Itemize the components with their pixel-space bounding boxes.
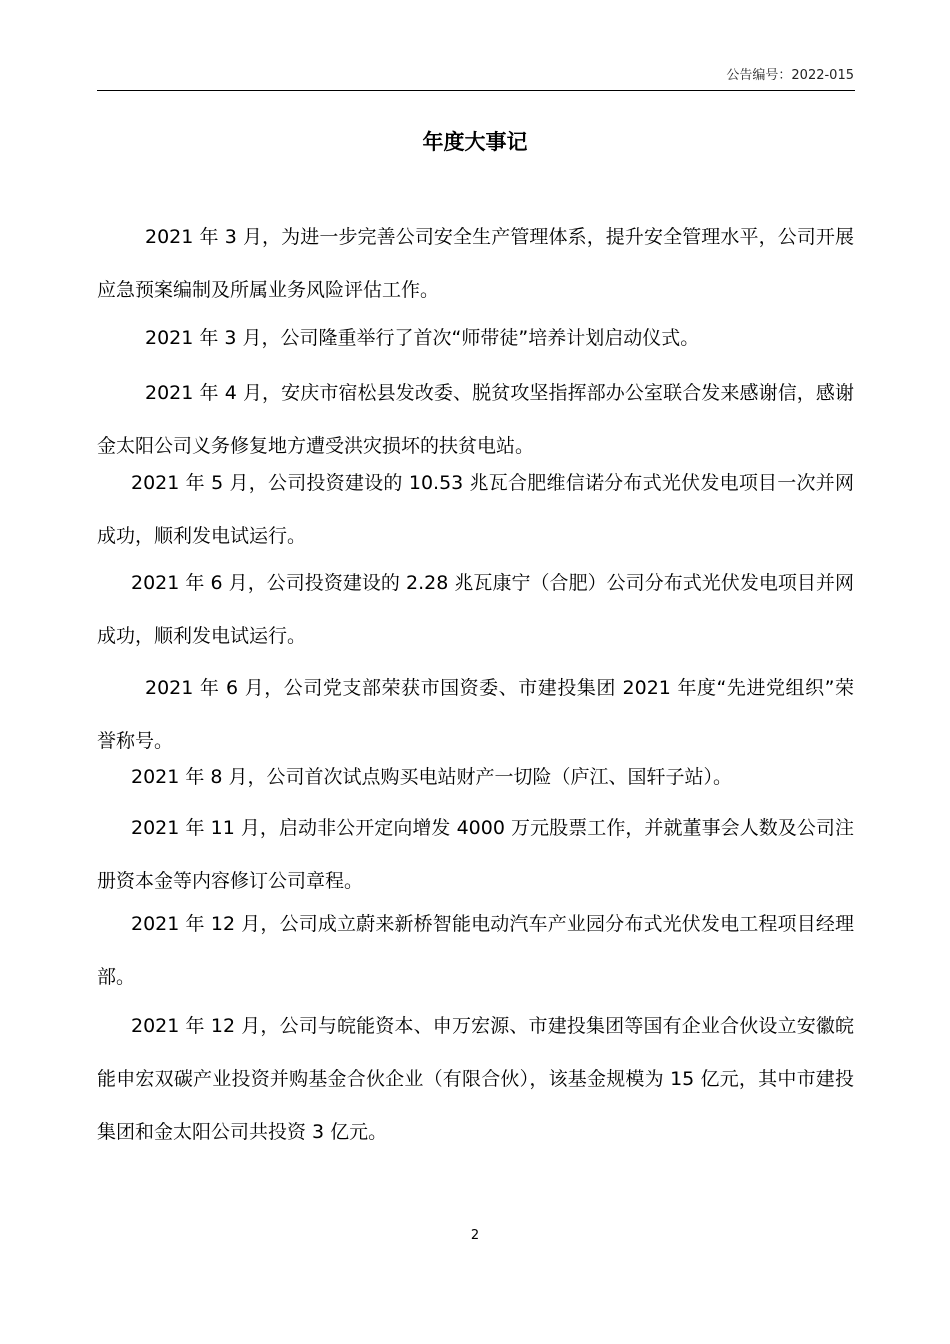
page-title: 年度大事记 bbox=[422, 130, 528, 154]
paragraph-6: 2021 年 6 月，公司党支部荣获市国资委、市建投集团 2021 年度“先进党组织”荣誉称号。 bbox=[97, 677, 854, 752]
paragraph-10: 2021 年 12 月，公司与皖能资本、申万宏源、市建投集团等国有企业合伙设立安徽皖能申宏双碳产业投资并购基金合伙企业（有限合伙），该基金规模为 15 亿元，其中市建投集团和金太阳公司共投资 3 亿元。 bbox=[97, 1015, 854, 1143]
paragraph-5: 2021 年 6 月，公司投资建设的 2.28 兆瓦康宁（合肥）公司分布式光伏发电项目并网成功，顺利发电试运行。 bbox=[97, 572, 854, 647]
header-divider bbox=[97, 90, 855, 91]
paragraph-2: 2021 年 3 月，公司隆重举行了首次“师带徒”培养计划启动仪式。 bbox=[145, 327, 700, 349]
paragraph-3: 2021 年 4 月，安庆市宿松县发改委、脱贫攻坚指挥部办公室联合发来感谢信，感谢金太阳公司义务修复地方遭受洪灾损坏的扶贫电站。 bbox=[97, 382, 854, 457]
paragraph-1: 2021 年 3 月，为进一步完善公司安全生产管理体系，提升安全管理水平，公司开展应急预案编制及所属业务风险评估工作。 bbox=[97, 226, 854, 301]
paragraph-4: 2021 年 5 月，公司投资建设的 10.53 兆瓦合肥维信诺分布式光伏发电项目一次并网成功，顺利发电试运行。 bbox=[97, 472, 854, 547]
paragraph-9: 2021 年 12 月，公司成立蔚来新桥智能电动汽车产业园分布式光伏发电工程项目经理部。 bbox=[97, 913, 854, 988]
page-number: 2 bbox=[470, 1228, 480, 1243]
announcement-number: 公告编号：2022-015 bbox=[726, 68, 854, 83]
paragraph-8: 2021 年 11 月，启动非公开定向增发 4000 万元股票工作，并就董事会人数及公司注册资本金等内容修订公司章程。 bbox=[97, 817, 854, 892]
paragraph-7: 2021 年 8 月，公司首次试点购买电站财产一切险（庐江、国轩子站）。 bbox=[131, 766, 733, 788]
